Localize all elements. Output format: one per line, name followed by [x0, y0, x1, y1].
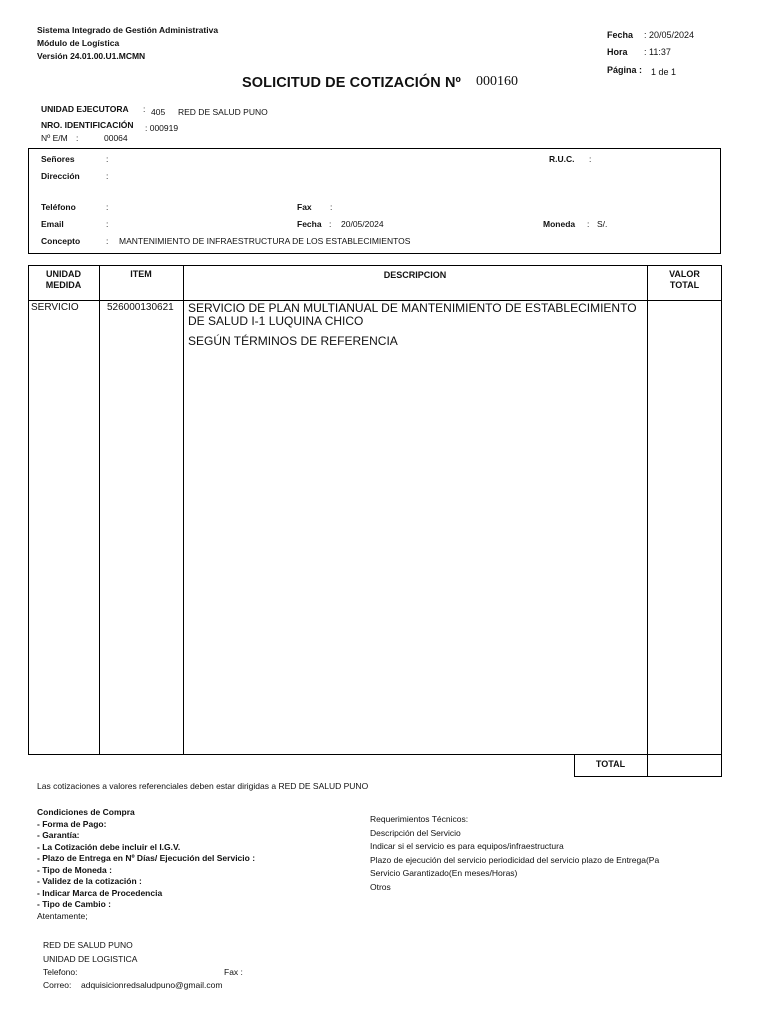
- col-divider-3: [647, 265, 648, 755]
- system-version: Versión 24.01.00.U1.MCMN: [37, 51, 146, 61]
- em-label: Nº E/M: [41, 133, 68, 143]
- firma-org: RED DE SALUD PUNO: [43, 940, 133, 950]
- th-valor-line1: VALOR: [669, 269, 700, 279]
- condicion-plazo: - Plazo de Entrega en Nº Días/ Ejecución del Servicio :: [37, 853, 256, 863]
- condicion-igv: - La Cotización debe incluir el I.G.V.: [37, 842, 181, 852]
- total-divider: [647, 754, 648, 777]
- document-number: 000160: [476, 74, 518, 89]
- email-sep: :: [106, 219, 109, 229]
- meta-hora-value: : 11:37: [644, 47, 671, 57]
- condicion-marca: - Indicar Marca de Procedencia: [37, 888, 163, 898]
- condiciones-title: Condiciones de Compra: [37, 807, 135, 817]
- em-value: 00064: [104, 133, 128, 143]
- email-label: Email: [41, 219, 64, 229]
- telefono-sep: :: [106, 202, 109, 212]
- fecha-sep: :: [329, 219, 332, 229]
- firma-unidad: UNIDAD DE LOGISTICA: [43, 954, 138, 964]
- row-descripcion-extra: SEGÚN TÉRMINOS DE REFERENCIA: [188, 334, 398, 348]
- fecha-value: 20/05/2024: [341, 219, 384, 229]
- telefono-label: Teléfono: [41, 202, 76, 212]
- condicion-validez: - Validez de la cotización :: [37, 876, 142, 886]
- senores-label: Señores: [41, 154, 75, 164]
- nro-identificacion-value: : 000919: [145, 123, 179, 133]
- col-divider-2: [183, 265, 184, 755]
- concepto-value: MANTENIMIENTO DE INFRAESTRUCTURA DE LOS ESTABLECIMIENTOS: [119, 236, 411, 246]
- ruc-label: R.U.C.: [549, 154, 575, 164]
- req-descripcion: Descripción del Servicio: [370, 828, 461, 838]
- req-plazo: Plazo de ejecución del servicio periodicidad del servicio plazo de Entrega(Pa: [370, 855, 660, 865]
- meta-fecha-label: Fecha: [607, 30, 634, 40]
- row-unidad: SERVICIO: [31, 302, 79, 313]
- atentamente: Atentamente;: [37, 911, 88, 921]
- moneda-sep: :: [587, 219, 590, 229]
- condicion-cambio: - Tipo de Cambio :: [37, 899, 111, 909]
- nro-identificacion-label: NRO. IDENTIFICACIÓN: [41, 120, 134, 130]
- row-item: 526000130621: [107, 302, 174, 313]
- concepto-label: Concepto: [41, 236, 81, 246]
- th-item: ITEM: [130, 269, 152, 279]
- condicion-garantia: - Garantía:: [37, 830, 80, 840]
- th-unidad-line1: UNIDAD: [46, 269, 81, 279]
- unidad-ejecutora-code: 405: [151, 107, 166, 117]
- firma-correo-label: Correo:: [43, 980, 72, 990]
- condicion-forma-pago: - Forma de Pago:: [37, 819, 107, 829]
- em-sep: :: [76, 133, 79, 143]
- concepto-sep: :: [106, 236, 109, 246]
- row-descripcion: SERVICIO DE PLAN MULTIANUAL DE MANTENIMIENTO DE ESTABLECIMIENTO DE SALUD I-1 LUQUINA CHICO: [188, 301, 637, 328]
- th-unidad-medida: [28, 269, 99, 290]
- fecha-label: Fecha: [297, 219, 322, 229]
- moneda-label: Moneda: [543, 219, 576, 229]
- ruc-sep: :: [589, 154, 592, 164]
- req-garantizado: Servicio Garantizado(En meses/Horas): [370, 868, 518, 878]
- unidad-ejecutora-name: RED DE SALUD PUNO: [178, 107, 268, 117]
- req-otros: Otros: [370, 882, 391, 892]
- th-unidad-line2: MEDIDA: [45, 280, 82, 290]
- meta-hora-label: Hora: [607, 47, 628, 57]
- total-label: TOTAL: [595, 759, 626, 769]
- direccion-label: Dirección: [41, 171, 80, 181]
- document-title: SOLICITUD DE COTIZACIÓN Nº: [242, 75, 461, 91]
- condicion-moneda: - Tipo de Moneda :: [37, 865, 112, 875]
- firma-fax-label: Fax :: [224, 967, 243, 977]
- unidad-ejecutora-label: UNIDAD EJECUTORA: [41, 104, 129, 114]
- req-title: Requerimientos Técnicos:: [370, 814, 469, 824]
- meta-pagina-value: 1 de 1: [651, 67, 677, 77]
- system-name: Sistema Integrado de Gestión Administrativa: [37, 25, 219, 35]
- moneda-value: S/.: [597, 219, 608, 229]
- col-divider-1: [99, 265, 100, 755]
- footer-note: Las cotizaciones a valores referenciales deben estar dirigidas a RED DE SALUD PUNO: [37, 781, 369, 791]
- th-descripcion: DESCRIPCION: [383, 270, 447, 280]
- system-module: Módulo de Logística: [37, 38, 120, 48]
- unidad-ejecutora-sep: :: [143, 104, 146, 114]
- direccion-sep: :: [106, 171, 109, 181]
- meta-pagina-label: Página :: [607, 65, 643, 75]
- req-equipos: Indicar si el servicio es para equipos/infraestructura: [370, 841, 564, 851]
- firma-correo-value: adquisicionredsaludpuno@gmail.com: [81, 980, 223, 990]
- th-valor-line2: TOTAL: [669, 280, 700, 290]
- fax-label: Fax: [297, 202, 312, 212]
- fax-sep: :: [330, 202, 333, 212]
- th-valor-total: [647, 269, 722, 290]
- senores-sep: :: [106, 154, 109, 164]
- firma-telefono-label: Telefono:: [43, 967, 78, 977]
- meta-fecha-value: : 20/05/2024: [644, 30, 695, 40]
